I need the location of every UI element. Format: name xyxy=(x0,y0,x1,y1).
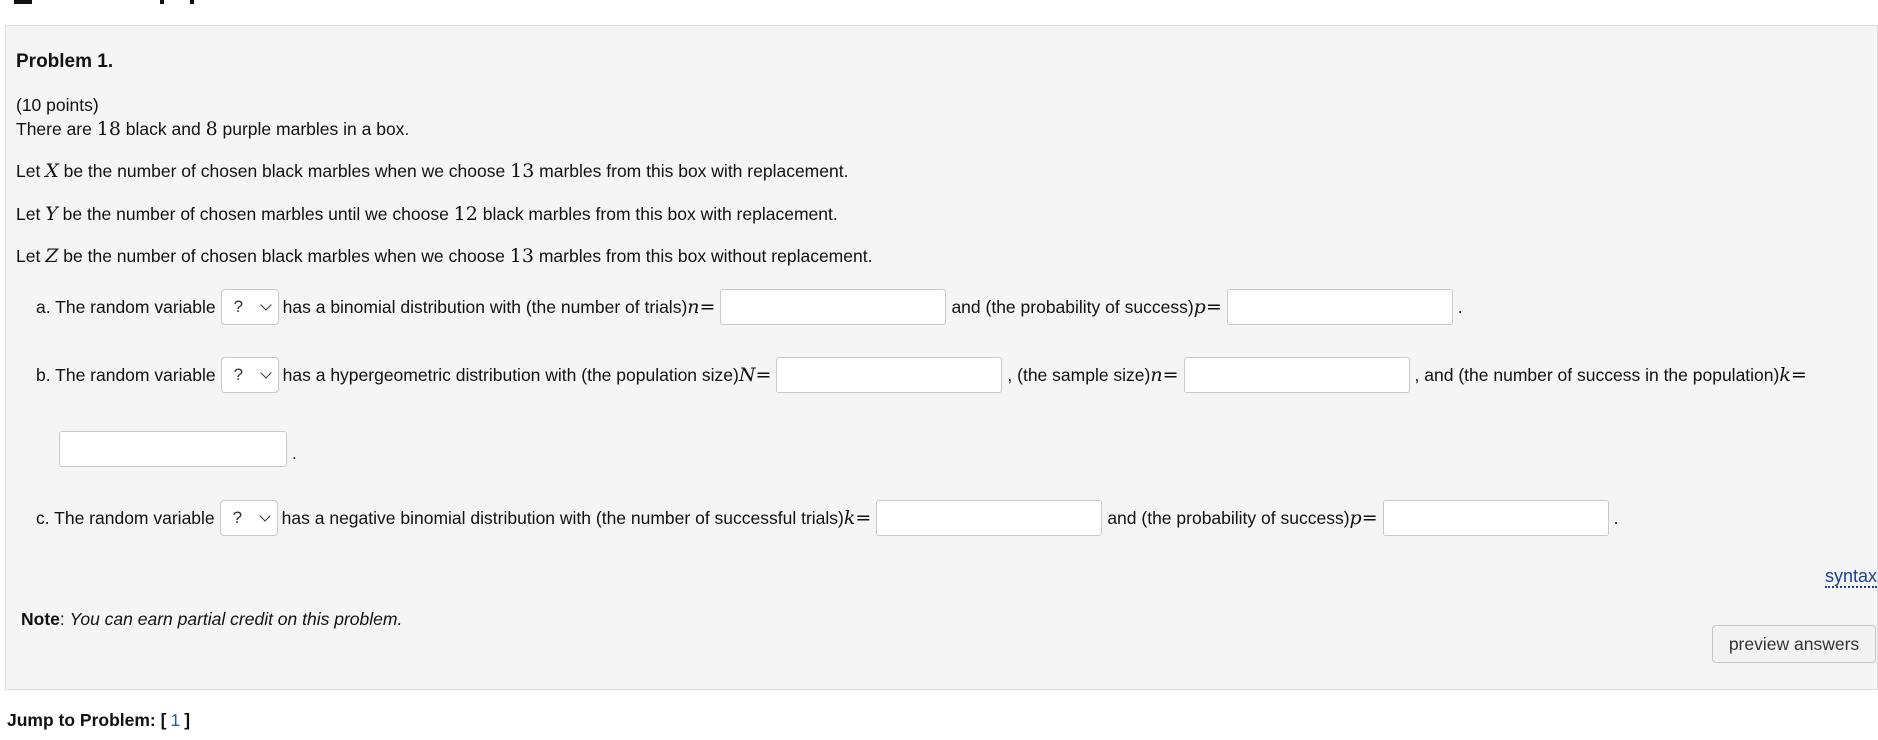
definition-text: Let xyxy=(16,161,46,181)
note-label: Note xyxy=(21,609,60,629)
problem-panel xyxy=(5,25,1878,690)
part-a-end: . xyxy=(1457,296,1463,317)
part-a-n-input[interactable] xyxy=(720,289,946,325)
variable-x: X xyxy=(45,160,59,182)
note-text: You can earn partial credit on this problem. xyxy=(69,609,403,629)
part-b xyxy=(36,356,1807,394)
definition-z xyxy=(16,245,872,267)
var-p: p xyxy=(1193,296,1206,318)
part-c-variable-select[interactable] xyxy=(220,500,278,536)
header-fragment-mark xyxy=(190,0,194,4)
jump-bracket-close: ] xyxy=(184,710,191,730)
select-value: ? xyxy=(232,508,243,527)
problem-points: (10 points) xyxy=(16,95,99,115)
part-a-text: has a binomial distribution with (the number of trials) xyxy=(282,296,688,317)
part-b-variable-select[interactable] xyxy=(221,357,279,393)
definition-x xyxy=(16,160,848,182)
part-b-n-input[interactable] xyxy=(1184,357,1410,393)
equals-sign: = xyxy=(1790,364,1807,386)
jump-to-problem xyxy=(7,710,190,731)
equals-sign: = xyxy=(1205,296,1222,318)
equals-sign: = xyxy=(855,507,872,529)
part-b-prefix: b. The random variable xyxy=(36,364,216,385)
intro-text: purple marbles in a box. xyxy=(217,119,410,139)
jump-bracket-open: [ xyxy=(160,710,167,730)
part-a-variable-select[interactable] xyxy=(221,289,279,325)
part-c-end: . xyxy=(1613,507,1619,528)
var-n: n xyxy=(687,296,700,318)
note-colon: : xyxy=(59,609,70,629)
equals-sign: = xyxy=(699,296,716,318)
header-fragment-mark xyxy=(160,0,164,4)
chevron-down-icon xyxy=(260,367,271,378)
black-count: 18 xyxy=(96,118,121,140)
part-b-text: , (the sample size) xyxy=(1007,364,1151,385)
number-value: 13 xyxy=(510,160,535,182)
header-fragment-mark xyxy=(14,0,32,4)
note xyxy=(21,609,402,630)
variable-y: Y xyxy=(45,203,58,225)
equals-sign: = xyxy=(755,364,772,386)
chevron-down-icon xyxy=(260,299,271,310)
definition-y xyxy=(16,203,838,225)
definition-text: Let xyxy=(16,246,46,266)
equals-sign: = xyxy=(1162,364,1179,386)
select-value: ? xyxy=(233,297,244,316)
part-c-p-input[interactable] xyxy=(1383,500,1609,536)
preview-answers-button[interactable]: preview answers xyxy=(1712,625,1876,663)
part-a xyxy=(36,288,1463,326)
syntax-help-link[interactable]: syntax xyxy=(1824,566,1877,586)
part-b-text: , and (the number of success in the population) xyxy=(1414,364,1780,385)
definition-text: black marbles from this box with replacement. xyxy=(477,204,838,224)
part-a-p-input[interactable] xyxy=(1227,289,1453,325)
part-c-prefix: c. The random variable xyxy=(36,507,215,528)
var-N: N xyxy=(738,364,756,386)
part-a-text: and (the probability of success) xyxy=(951,296,1194,317)
chevron-down-icon xyxy=(259,510,270,521)
part-c-k-input[interactable] xyxy=(876,500,1102,536)
part-b-N-input[interactable] xyxy=(776,357,1002,393)
part-b-end: . xyxy=(292,444,297,463)
definition-text: be the number of chosen black marbles when we choose xyxy=(58,161,511,181)
var-p: p xyxy=(1349,507,1362,529)
part-b-text: has a hypergeometric distribution with (the population size) xyxy=(282,364,739,385)
intro-text: black and xyxy=(120,119,206,139)
part-c-text: has a negative binomial distribution with (the number of successful trials) xyxy=(281,507,844,528)
intro-text: There are xyxy=(16,119,97,139)
var-k: k xyxy=(843,507,856,529)
number-value: 13 xyxy=(509,245,534,267)
var-n: n xyxy=(1150,364,1163,386)
problem-title: Problem 1. xyxy=(16,51,114,72)
equals-sign: = xyxy=(1361,507,1378,529)
definition-text: be the number of chosen black marbles when we choose xyxy=(58,246,510,266)
definition-text: be the number of chosen marbles until we choose xyxy=(57,204,454,224)
purple-count: 8 xyxy=(205,118,218,140)
variable-z: Z xyxy=(45,245,59,267)
jump-link-problem-1[interactable]: 1 xyxy=(170,710,181,730)
definition-text: marbles from this box without replacement. xyxy=(533,246,873,266)
definition-text: Let xyxy=(16,204,46,224)
part-c-text: and (the probability of success) xyxy=(1107,507,1350,528)
number-value: 12 xyxy=(453,203,478,225)
select-value: ? xyxy=(233,365,244,384)
part-b-k-input[interactable] xyxy=(59,431,287,467)
var-k: k xyxy=(1779,364,1791,386)
part-a-prefix: a. The random variable xyxy=(36,296,216,317)
header-fragment xyxy=(0,0,300,4)
part-c xyxy=(36,499,1619,537)
problem-intro xyxy=(16,118,409,140)
definition-text: marbles from this box with replacement. xyxy=(534,161,849,181)
jump-label: Jump to Problem: xyxy=(7,710,156,730)
